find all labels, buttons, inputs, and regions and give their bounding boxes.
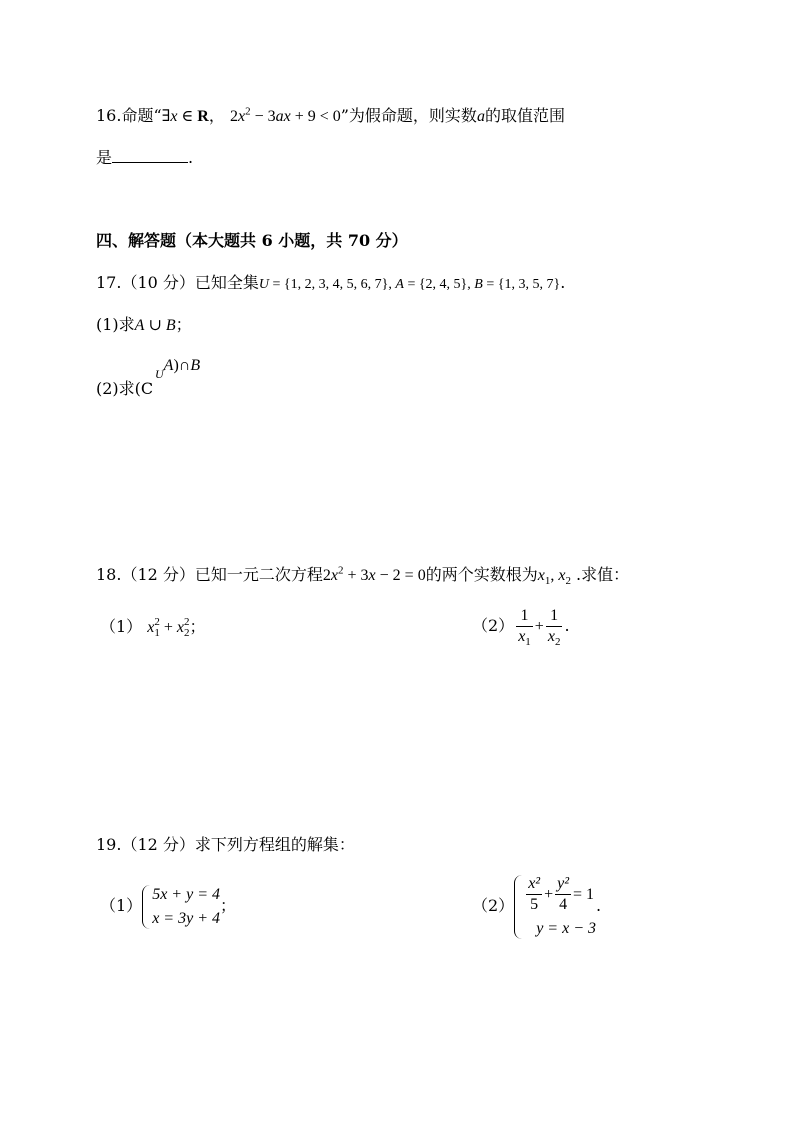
q16-line1 — [96, 105, 565, 128]
fraction-1-over-x1: $\frac{1}{x_1}$ — [518, 607, 531, 649]
q17-sets: U = {1, 2, 3, 4, 5, 6, 7}, A = {2, 4, 5}, B = {1, 3, 5, 7} — [258, 277, 561, 292]
q19-part1 — [100, 880, 236, 932]
q18-equation: $2x^2 + 3x - 2 = 0$ — [322, 564, 426, 584]
q19-part2 — [472, 870, 601, 942]
q17-part1 — [96, 314, 192, 337]
q17-line1 — [96, 272, 565, 296]
q18-end: .求值： — [570, 565, 630, 584]
q18-part1 — [100, 616, 206, 639]
q16-inequality: $2x^2 - 3ax + 9 < 0$ — [229, 105, 341, 125]
q18-head: 18.（12 分）已知一元二次方程 — [96, 565, 323, 584]
complement-subscript: U — [155, 367, 164, 381]
q17-head: 17.（10 分）已知全集 — [96, 273, 259, 292]
set-b: B — [190, 357, 201, 374]
q16-line2-text: 是 — [96, 148, 113, 167]
intersection-symbol: )∩ — [173, 357, 191, 374]
q18-p2-end: . — [564, 616, 570, 635]
q19-line1: 19.（12 分）求下列方程组的解集： — [96, 835, 355, 854]
q18-p1-expr: x 2 1 + x 2 2 — [147, 616, 190, 640]
q19-p1-label: （1） — [100, 896, 143, 915]
q16-tail: 的取值范围 — [484, 106, 565, 125]
q16-after: ”为假命题，则实数 — [340, 106, 477, 125]
q17-p1-label: (1)求 — [96, 315, 135, 334]
q18-part2 — [472, 604, 570, 649]
q16-comma: ， — [208, 106, 225, 125]
q16-prefix: 16.命题“ — [96, 106, 162, 125]
q18-p1-end: ； — [189, 617, 206, 636]
q16-var-x: x — [170, 108, 178, 125]
q17-end: . — [560, 273, 566, 292]
q18-p2-label: （2） — [472, 616, 515, 635]
set-a: A — [163, 357, 174, 374]
q17-part2-expr — [155, 354, 201, 381]
real-set-symbol: R — [197, 108, 209, 125]
q18-roots: $x_1$, $x_2$ — [537, 567, 571, 588]
q18-p1-label: （1） — [100, 617, 143, 636]
q19-p2-label: （2） — [472, 896, 515, 915]
answer-blank — [112, 148, 188, 163]
section-heading: 四、解答题（本大题共 6 小题，共 70 分） — [96, 231, 408, 250]
element-of-symbol: ∈ — [177, 108, 198, 125]
q17-p1-end: ； — [175, 315, 192, 334]
set-a: A — [134, 317, 145, 334]
q17-part2-label: (2)求(C — [96, 379, 154, 398]
fraction-1-over-x2: $\frac{1}{x_2}$ — [547, 607, 561, 649]
q18-line1 — [96, 564, 629, 587]
union-symbol: ∪ — [144, 317, 166, 334]
q16-line2 — [96, 147, 193, 169]
plus-symbol: + — [534, 618, 544, 635]
equation-system-2: $\frac{\text{x²}}{5}$ + $\frac{\text{y²}}{4}$ = 1 y = x − 3 — [514, 873, 596, 941]
q16-period: . — [188, 148, 194, 167]
equation-system-1: 5x + y = 4 x = 3y + 4 — [142, 883, 220, 931]
q18-mid: 的两个实数根为 — [425, 565, 538, 584]
set-b: B — [165, 317, 176, 334]
exists-symbol: ∃ — [161, 108, 171, 125]
q19-p1-end: ； — [219, 896, 236, 915]
q16-var-a: a — [476, 108, 485, 125]
q19-p2-end: . — [595, 896, 602, 915]
